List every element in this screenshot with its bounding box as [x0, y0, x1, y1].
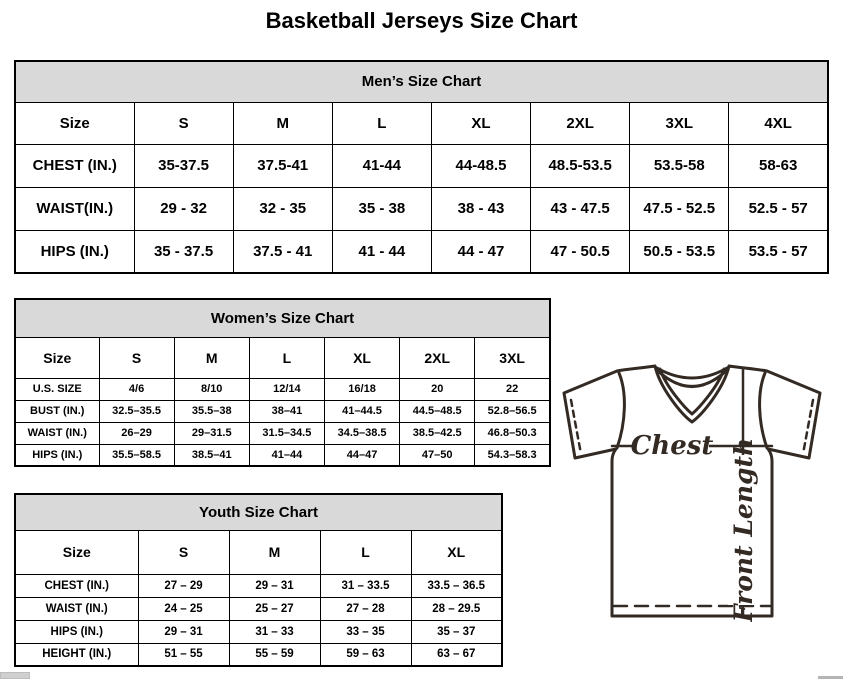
horizontal-scrollbar-fragment[interactable] — [0, 672, 30, 679]
table-row — [15, 597, 502, 620]
value-cell: 37.5 - 41 — [233, 230, 332, 273]
row-label-cell: CHEST (IN.) — [15, 574, 138, 597]
jersey-outline — [564, 366, 820, 616]
front-length-label: Front Length — [729, 437, 758, 622]
value-cell: 44 - 47 — [431, 230, 530, 273]
table-row — [15, 643, 502, 666]
value-cell: 48.5-53.5 — [531, 144, 630, 187]
value-cell: 35 - 38 — [332, 187, 431, 230]
value-cell: 4/6 — [99, 378, 174, 400]
value-cell: 32 - 35 — [233, 187, 332, 230]
value-cell: 55 – 59 — [229, 643, 320, 666]
value-cell: 46.8–50.3 — [475, 422, 550, 444]
value-cell: 59 – 63 — [320, 643, 411, 666]
value-cell: 12/14 — [249, 378, 324, 400]
value-cell: 20 — [400, 378, 475, 400]
value-cell: 27 – 28 — [320, 597, 411, 620]
row-label-cell: HIPS (IN.) — [15, 230, 134, 273]
chest-label: Chest — [630, 431, 714, 461]
column-header-cell: 3XL — [630, 102, 729, 144]
value-cell: 32.5–35.5 — [99, 400, 174, 422]
table-row — [15, 422, 550, 444]
value-cell: 41-44 — [332, 144, 431, 187]
mens-chart-title: Men’s Size Chart — [15, 61, 828, 102]
row-label-cell: HIPS (IN.) — [15, 620, 138, 643]
value-cell: 47–50 — [400, 444, 475, 466]
row-label-cell: CHEST (IN.) — [15, 144, 134, 187]
value-cell: 33.5 – 36.5 — [411, 574, 502, 597]
value-cell: 35.5–58.5 — [99, 444, 174, 466]
value-cell: 35 - 37.5 — [134, 230, 233, 273]
value-cell: 38.5–41 — [174, 444, 249, 466]
youth-chart-title: Youth Size Chart — [15, 494, 502, 530]
table-row — [15, 574, 502, 597]
value-cell: 25 – 27 — [229, 597, 320, 620]
column-header-cell: XL — [431, 102, 530, 144]
collar-band-arc — [657, 368, 727, 378]
column-header-cell: S — [134, 102, 233, 144]
value-cell: 38–41 — [249, 400, 324, 422]
row-label-cell: U.S. SIZE — [15, 378, 99, 400]
column-header-cell: L — [320, 530, 411, 574]
table-row — [15, 61, 828, 102]
column-header-cell: 2XL — [400, 337, 475, 378]
value-cell: 51 – 55 — [138, 643, 229, 666]
table-row — [15, 530, 502, 574]
value-cell: 27 – 29 — [138, 574, 229, 597]
column-header-cell: M — [174, 337, 249, 378]
value-cell: 29–31.5 — [174, 422, 249, 444]
table-row — [15, 299, 550, 337]
womens-chart-title: Women’s Size Chart — [15, 299, 550, 337]
table-row — [15, 400, 550, 422]
column-header-cell: XL — [324, 337, 399, 378]
value-cell: 44–47 — [324, 444, 399, 466]
value-cell: 31.5–34.5 — [249, 422, 324, 444]
table-row — [15, 102, 828, 144]
column-header-cell: S — [138, 530, 229, 574]
value-cell: 28 – 29.5 — [411, 597, 502, 620]
womens-size-chart-table — [14, 298, 551, 467]
value-cell: 54.3–58.3 — [475, 444, 550, 466]
column-header-cell: XL — [411, 530, 502, 574]
youth-size-chart-table — [14, 493, 503, 667]
column-header-cell: 4XL — [729, 102, 828, 144]
row-label-cell: WAIST(IN.) — [15, 187, 134, 230]
value-cell: 29 - 32 — [134, 187, 233, 230]
value-cell: 31 – 33 — [229, 620, 320, 643]
column-header-cell: S — [99, 337, 174, 378]
value-cell: 29 – 31 — [229, 574, 320, 597]
row-label-cell: BUST (IN.) — [15, 400, 99, 422]
value-cell: 58-63 — [729, 144, 828, 187]
table-row — [15, 620, 502, 643]
value-cell: 24 – 25 — [138, 597, 229, 620]
value-cell: 52.5 - 57 — [729, 187, 828, 230]
value-cell: 43 - 47.5 — [531, 187, 630, 230]
value-cell: 35-37.5 — [134, 144, 233, 187]
table-row — [15, 444, 550, 466]
value-cell: 37.5-41 — [233, 144, 332, 187]
value-cell: 52.8–56.5 — [475, 400, 550, 422]
row-label-cell: WAIST (IN.) — [15, 597, 138, 620]
value-cell: 53.5 - 57 — [729, 230, 828, 273]
value-cell: 16/18 — [324, 378, 399, 400]
column-header-cell: 3XL — [475, 337, 550, 378]
column-header-cell: L — [332, 102, 431, 144]
value-cell: 63 – 67 — [411, 643, 502, 666]
column-header-cell: 2XL — [531, 102, 630, 144]
value-cell: 53.5-58 — [630, 144, 729, 187]
table-row — [15, 378, 550, 400]
value-cell: 35.5–38 — [174, 400, 249, 422]
page-title: Basketball Jerseys Size Chart — [265, 8, 578, 33]
value-cell: 31 – 33.5 — [320, 574, 411, 597]
value-cell: 35 – 37 — [411, 620, 502, 643]
row-label-cell: HIPS (IN.) — [15, 444, 99, 466]
size-header-cell: Size — [15, 102, 134, 144]
value-cell: 50.5 - 53.5 — [630, 230, 729, 273]
jersey-measurement-diagram — [560, 360, 842, 622]
mens-size-chart-table — [14, 60, 829, 274]
value-cell: 34.5–38.5 — [324, 422, 399, 444]
value-cell: 44-48.5 — [431, 144, 530, 187]
value-cell: 38 - 43 — [431, 187, 530, 230]
table-row — [15, 144, 828, 187]
row-label-cell: HEIGHT (IN.) — [15, 643, 138, 666]
table-row — [15, 230, 828, 273]
value-cell: 44.5–48.5 — [400, 400, 475, 422]
value-cell: 26–29 — [99, 422, 174, 444]
value-cell: 22 — [475, 378, 550, 400]
jersey-diagram-svg — [560, 360, 842, 622]
value-cell: 47.5 - 52.5 — [630, 187, 729, 230]
value-cell: 41–44.5 — [324, 400, 399, 422]
value-cell: 38.5–42.5 — [400, 422, 475, 444]
value-cell: 29 – 31 — [138, 620, 229, 643]
table-row — [15, 337, 550, 378]
table-row — [15, 187, 828, 230]
column-header-cell: M — [233, 102, 332, 144]
row-label-cell: WAIST (IN.) — [15, 422, 99, 444]
value-cell: 41–44 — [249, 444, 324, 466]
value-cell: 8/10 — [174, 378, 249, 400]
size-header-cell: Size — [15, 337, 99, 378]
value-cell: 47 - 50.5 — [531, 230, 630, 273]
table-row — [15, 494, 502, 530]
column-header-cell: L — [249, 337, 324, 378]
value-cell: 41 - 44 — [332, 230, 431, 273]
column-header-cell: M — [229, 530, 320, 574]
value-cell: 33 – 35 — [320, 620, 411, 643]
size-header-cell: Size — [15, 530, 138, 574]
